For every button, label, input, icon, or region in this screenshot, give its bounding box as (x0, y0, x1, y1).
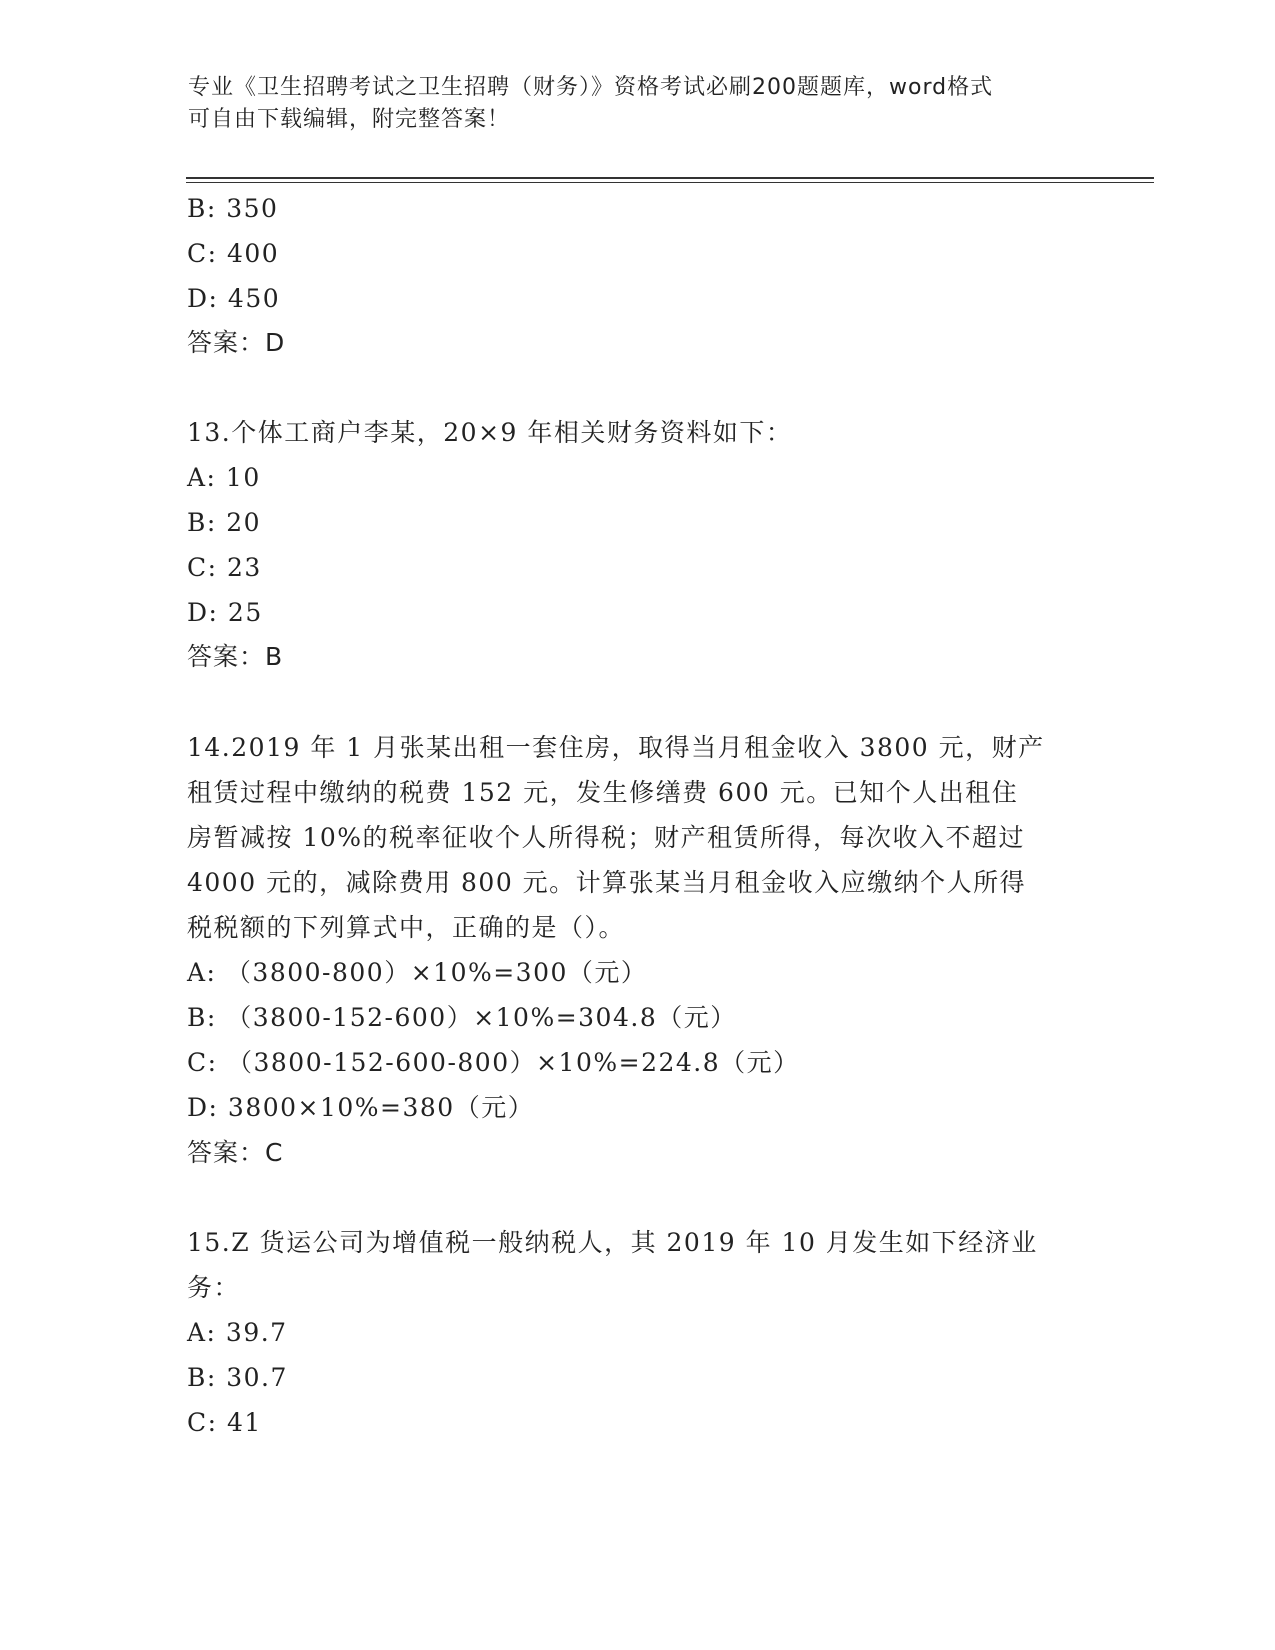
q12-option-d: D: 450 (187, 284, 281, 313)
document-header (188, 72, 1068, 136)
q15-stem-line-1: 15.Z 货运公司为增值税一般纳税人，其 2019 年 10 月发生如下经济业 (187, 1228, 1038, 1257)
q15-option-a: A: 39.7 (187, 1318, 288, 1347)
q14-option-c: C: （3800-152-600-800）×10%=224.8（元） (187, 1048, 800, 1077)
q13-option-b: B: 20 (187, 508, 262, 537)
q14-stem-line-2: 租赁过程中缴纳的税费 152 元，发生修缮费 600 元。已知个人出租住 (187, 778, 1019, 807)
q14-stem-line-3: 房暂减按 10%的税率征收个人所得税；财产租赁所得，每次收入不超过 (187, 823, 1026, 852)
q12-option-b: B: 350 (187, 194, 279, 223)
q13-option-d: D: 25 (187, 598, 263, 627)
q13-option-a: A: 10 (187, 463, 261, 492)
q12-answer: 答案：D (187, 328, 286, 357)
q14-option-d: D: 3800×10%=380（元） (187, 1093, 535, 1122)
q14-option-b: B: （3800-152-600）×10%=304.8（元） (187, 1003, 737, 1032)
q13-option-c: C: 23 (187, 553, 262, 582)
q14-stem-line-1: 14.2019 年 1 月张某出租一套住房，取得当月租金收入 3800 元，财产 (187, 733, 1045, 762)
header-divider-thin (186, 182, 1154, 183)
q15-stem-line-2: 务： (187, 1273, 241, 1302)
q15-option-b: B: 30.7 (187, 1363, 288, 1392)
q13-answer: 答案：B (187, 642, 284, 671)
q14-answer: 答案：C (187, 1138, 284, 1167)
q13-stem: 13.个体工商户李某，20×9 年相关财务资料如下： (187, 418, 793, 447)
q14-option-a: A: （3800-800）×10%=300（元） (187, 958, 648, 987)
header-title-line-1: 专业《卫生招聘考试之卫生招聘（财务）》资格考试必刷200题题库，word格式 (188, 75, 994, 100)
q15-option-c: C: 41 (187, 1408, 262, 1437)
q14-stem-line-5: 税税额的下列算式中，正确的是（）。 (187, 913, 626, 942)
q14-stem-line-4: 4000 元的，减除费用 800 元。计算张某当月租金收入应缴纳个人所得 (187, 868, 1027, 897)
q12-option-c: C: 400 (187, 239, 280, 268)
header-divider-thick (186, 177, 1154, 179)
header-title-line-2: 可自由下载编辑，附完整答案！ (188, 107, 511, 132)
